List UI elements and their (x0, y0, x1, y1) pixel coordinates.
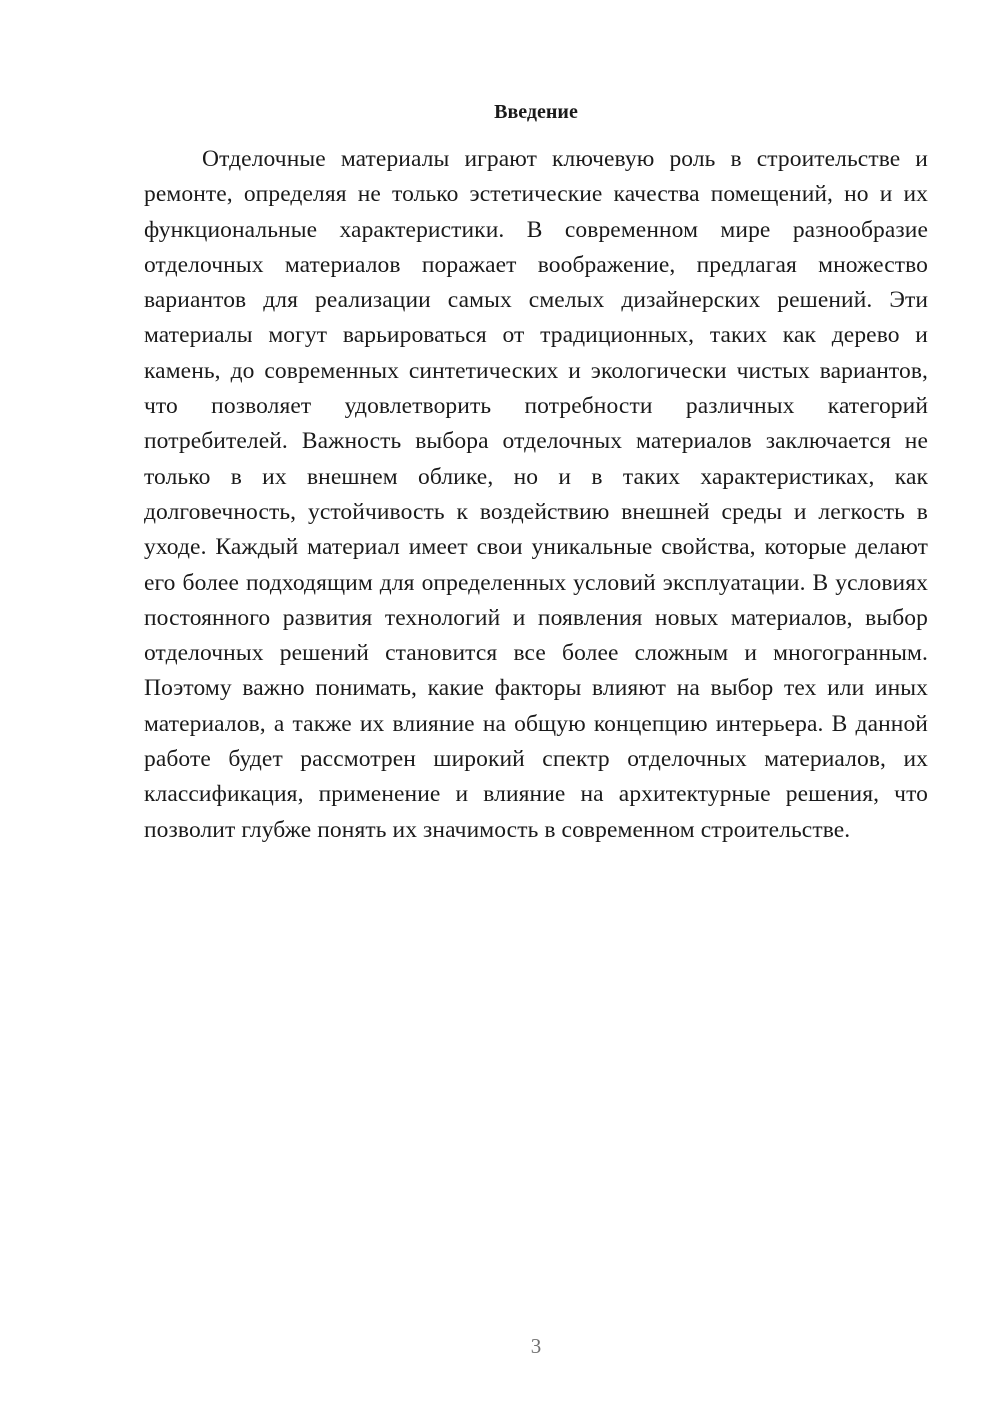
section-heading: Введение (494, 101, 578, 123)
page-number: 3 (530, 1334, 542, 1358)
body-paragraph: Отделочные материалы играют ключевую роль в строительстве и ремонте, определяя не только эстетические качества помещений, но и их функциональные характеристики. В современном мире разнообразие отделочных материалов поражает воображение, предлагая множество вариантов для реализации самых смелых дизайнерских решений. Эти материалы могут варьироваться от традиционных, таких как дерево и камень, до современных синтетических и экологически чистых вариантов, что позволяет удовлетворить потребности различных категорий потребителей. Важность выбора отделочных материалов заключается не только в их внешнем облике, но и в таких характеристиках, как долговечность, устойчивость к воздействию внешней среды и легкость в уходе. Каждый материал имеет свои уникальные свойства, которые делают его более подходящим для определенных условий эксплуатации. В условиях постоянного развития технологий и появления новых материалов, выбор отделочных решений становится все более сложным и многогранным. Поэтому важно понимать, какие факторы влияют на выбор тех или иных материалов, а также их влияние на общую концепцию интерьера. В данной работе будет рассмотрен широкий спектр отделочных материалов, их классификация, применение и влияние на архитектурные решения, что позволит глубже понять их значимость в современном строительстве. (144, 146, 928, 843)
